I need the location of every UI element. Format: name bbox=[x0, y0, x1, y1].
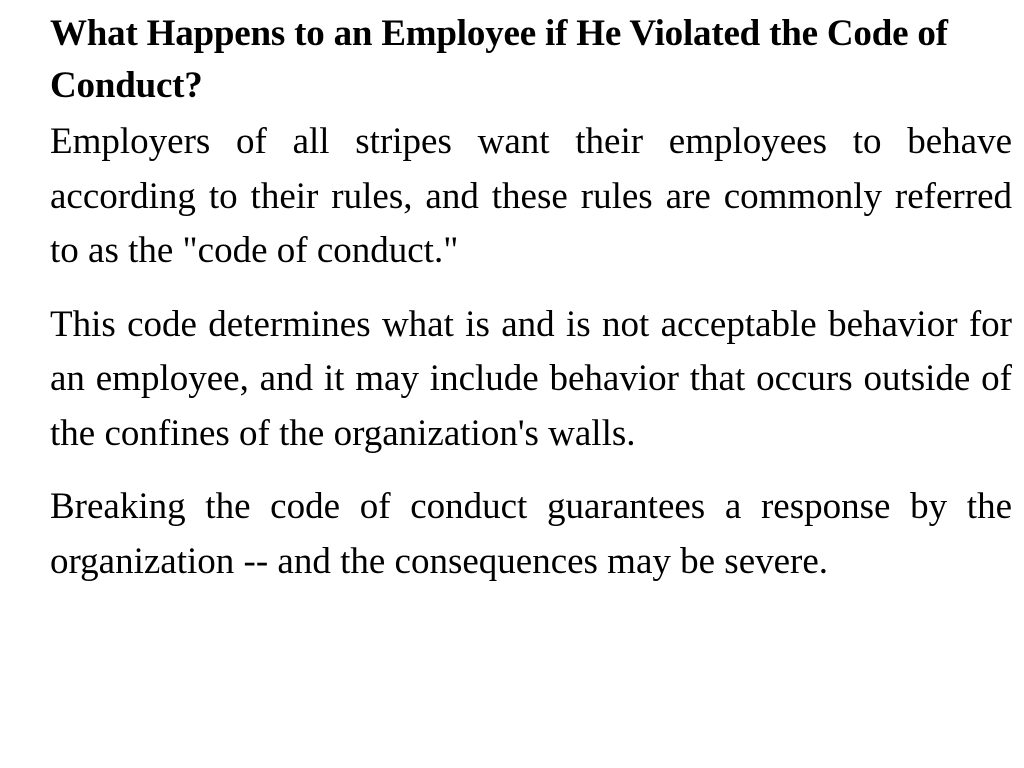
paragraph-breaking-code: Breaking the code of conduct guarantees a response by the organization -- and the consequences may be severe. bbox=[50, 486, 1012, 582]
paragraph-code-determines: This code determines what is and is not acceptable behavior for an employee, and it may include behavior that occurs outside of the confines of the organization's walls. bbox=[50, 303, 1012, 454]
paragraph-employers: Employers of all stripes want their employees to behave according to their rules, and these rules are commonly referred to as the "code of conduct." bbox=[50, 121, 1012, 271]
page-title: What Happens to an Employee if He Violated the Code of Conduct? bbox=[50, 13, 948, 106]
